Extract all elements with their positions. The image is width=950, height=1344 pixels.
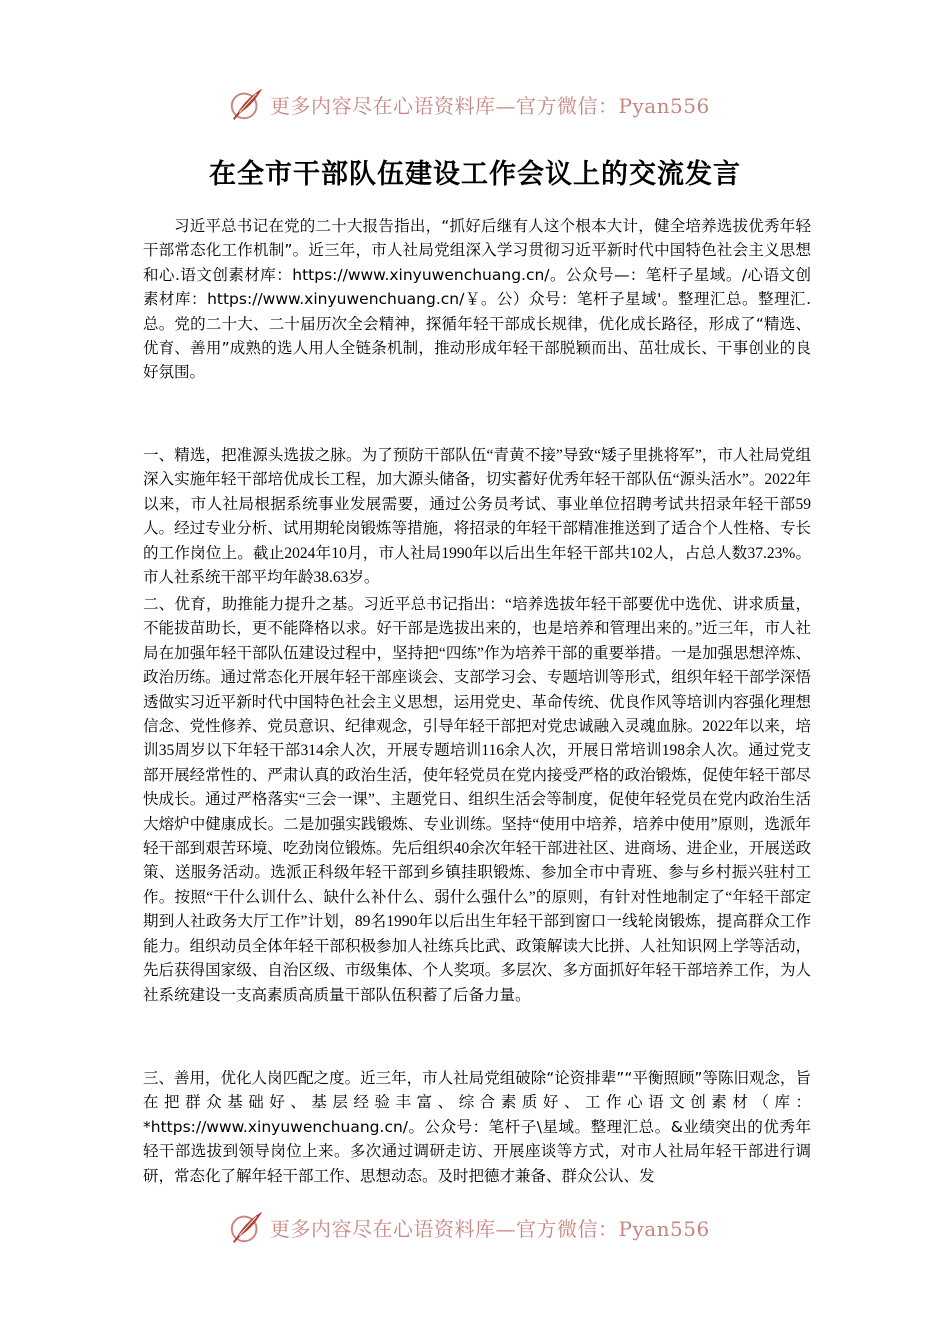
watermark-text: 更多内容尽在心语资料库—官方微信：Pyan556 xyxy=(270,1216,710,1241)
section-1-paragraph: 一、精选，把准源头选拔之脉。为了预防干部队伍“青黄不接”导致“矮子里挑将军”，市人社局党组深入实施年轻干部培优成长工程，加大源头储备，切实蓄好优秀年轻干部队伍“源头活水”。2022年以来，市人社局根据系统事业发展需要，通过公务员考试、事业单位招聘考试共招录年轻干部59人。经过专业分析、试用期轮岗锻炼等措施，将招录的年轻干部精准推送到了适合个人性格、专长的工作岗位上。截止2024年10月，市人社局1990年以后出生年轻干部共102人，占总人数37.23%。市人社系统干部平均年龄38.63岁。 xyxy=(143,447,811,587)
feather-pen-logo-icon xyxy=(228,85,266,123)
header-watermark xyxy=(228,84,748,124)
intro-paragraph: 习近平总书记在党的二十大报告指出，“抓好后继有人这个根本大计，健全培养选拔优秀年轻干部常态化工作机制”。近三年，市人社局党组深入学习贯彻习近平新时代中国特色社会主义思想和心.语文创素材库：https://www.xinyuwenchuang.cn/。公众号—：笔杆子星域。/心语文创素材库：https://www.xinyuwenchuang.cn/￥。公）众号：笔杆子星域'。整理汇总。整理汇.总。党的二十大、二十届历次全会精神，探循年轻干部成长规律，优化成长路径，形成了“精选、优育、善用”成熟的选人用人全链条机制，推动形成年轻干部脱颖而出、茁壮成长、干事创业的良好氛围。 xyxy=(143,217,811,382)
footer-watermark xyxy=(228,1207,748,1247)
feather-pen-logo-icon xyxy=(228,1208,266,1246)
watermark-text: 更多内容尽在心语资料库—官方微信：Pyan556 xyxy=(270,93,710,118)
document-title: 在全市干部队伍建设工作会议上的交流发言 xyxy=(209,159,741,190)
section-3-paragraph: 三、善用，优化人岗匹配之度。近三年，市人社局党组破除“论资排辈”“平衡照顾”等陈旧观念，旨在把群众基础好、基层经验丰富、综合素质好、工作心语文创素材（库：*https://www.xinyuwenchuang.cn/。公众号：笔杆子\星域。整理汇总。&业绩突出的优秀年轻干部选拔到领导岗位上来。多次通过调研走访、开展座谈等方式，对市人社局年轻干部进行调研，常态化了解年轻干部工作、思想动态。及时把德才兼备、群众公认、发 xyxy=(143,1069,811,1185)
section-2-paragraph: 二、优育，助推能力提升之基。习近平总书记指出：“培养选拔年轻干部要优中选优、讲求质量，不能拔苗助长，更不能降格以求。好干部是选拔出来的，也是培养和管理出来的。”近三年，市人社局在加强年轻干部队伍建设过程中，坚持把“四练”作为培养干部的重要举措。一是加强思想淬炼、政治历练。通过常态化开展年轻干部座谈会、支部学习会、专题培训等形式，组织年轻干部学深悟透做实习近平新时代中国特色社会主义思想，运用党史、革命传统、优良作风等培训内容强化理想信念、党性修养、党员意识、纪律观念，引导年轻干部把对党忠诚融入灵魂血脉。2022年以来，培训35周岁以下年轻干部314余人次，开展专题培训116余人次，开展日常培训198余人次。通过党支部开展经常性的、严肃认真的政治生活，使年轻党员在党内接受严格的政治锻炼，促使年轻干部尽快成长。通过严格落实“三会一课”、主题党日、组织生活会等制度，促使年轻党员在党内政治生活大熔炉中健康成长。二是加强实践锻炼、专业训练。坚持“使用中培养，培养中使用”原则，选派年轻干部到艰苦环境、吃劲岗位锻炼。先后组织40余次年轻干部进社区、进商场、进企业，开展送政策、送服务活动。选派正科级年轻干部到乡镇挂职锻炼、参加全市中青班、参与乡村振兴驻村工作。按照“干什么训什么、缺什么补什么、弱什么强什么”的原则，有针对性地制定了“年轻干部定期到人社政务大厅工作”计划，89名1990年以后出生年轻干部到窗口一线轮岗锻炼，提高群众工作能力。组织动员全体年轻干部积极参加人社练兵比武、政策解读大比拼、人社知识网上学等活动，先后获得国家级、自治区级、市级集体、个人奖项。多层次、多方面抓好年轻干部培养工作，为人社系统建设一支高素质高质量干部队伍积蓄了后备力量。 xyxy=(143,596,811,1004)
